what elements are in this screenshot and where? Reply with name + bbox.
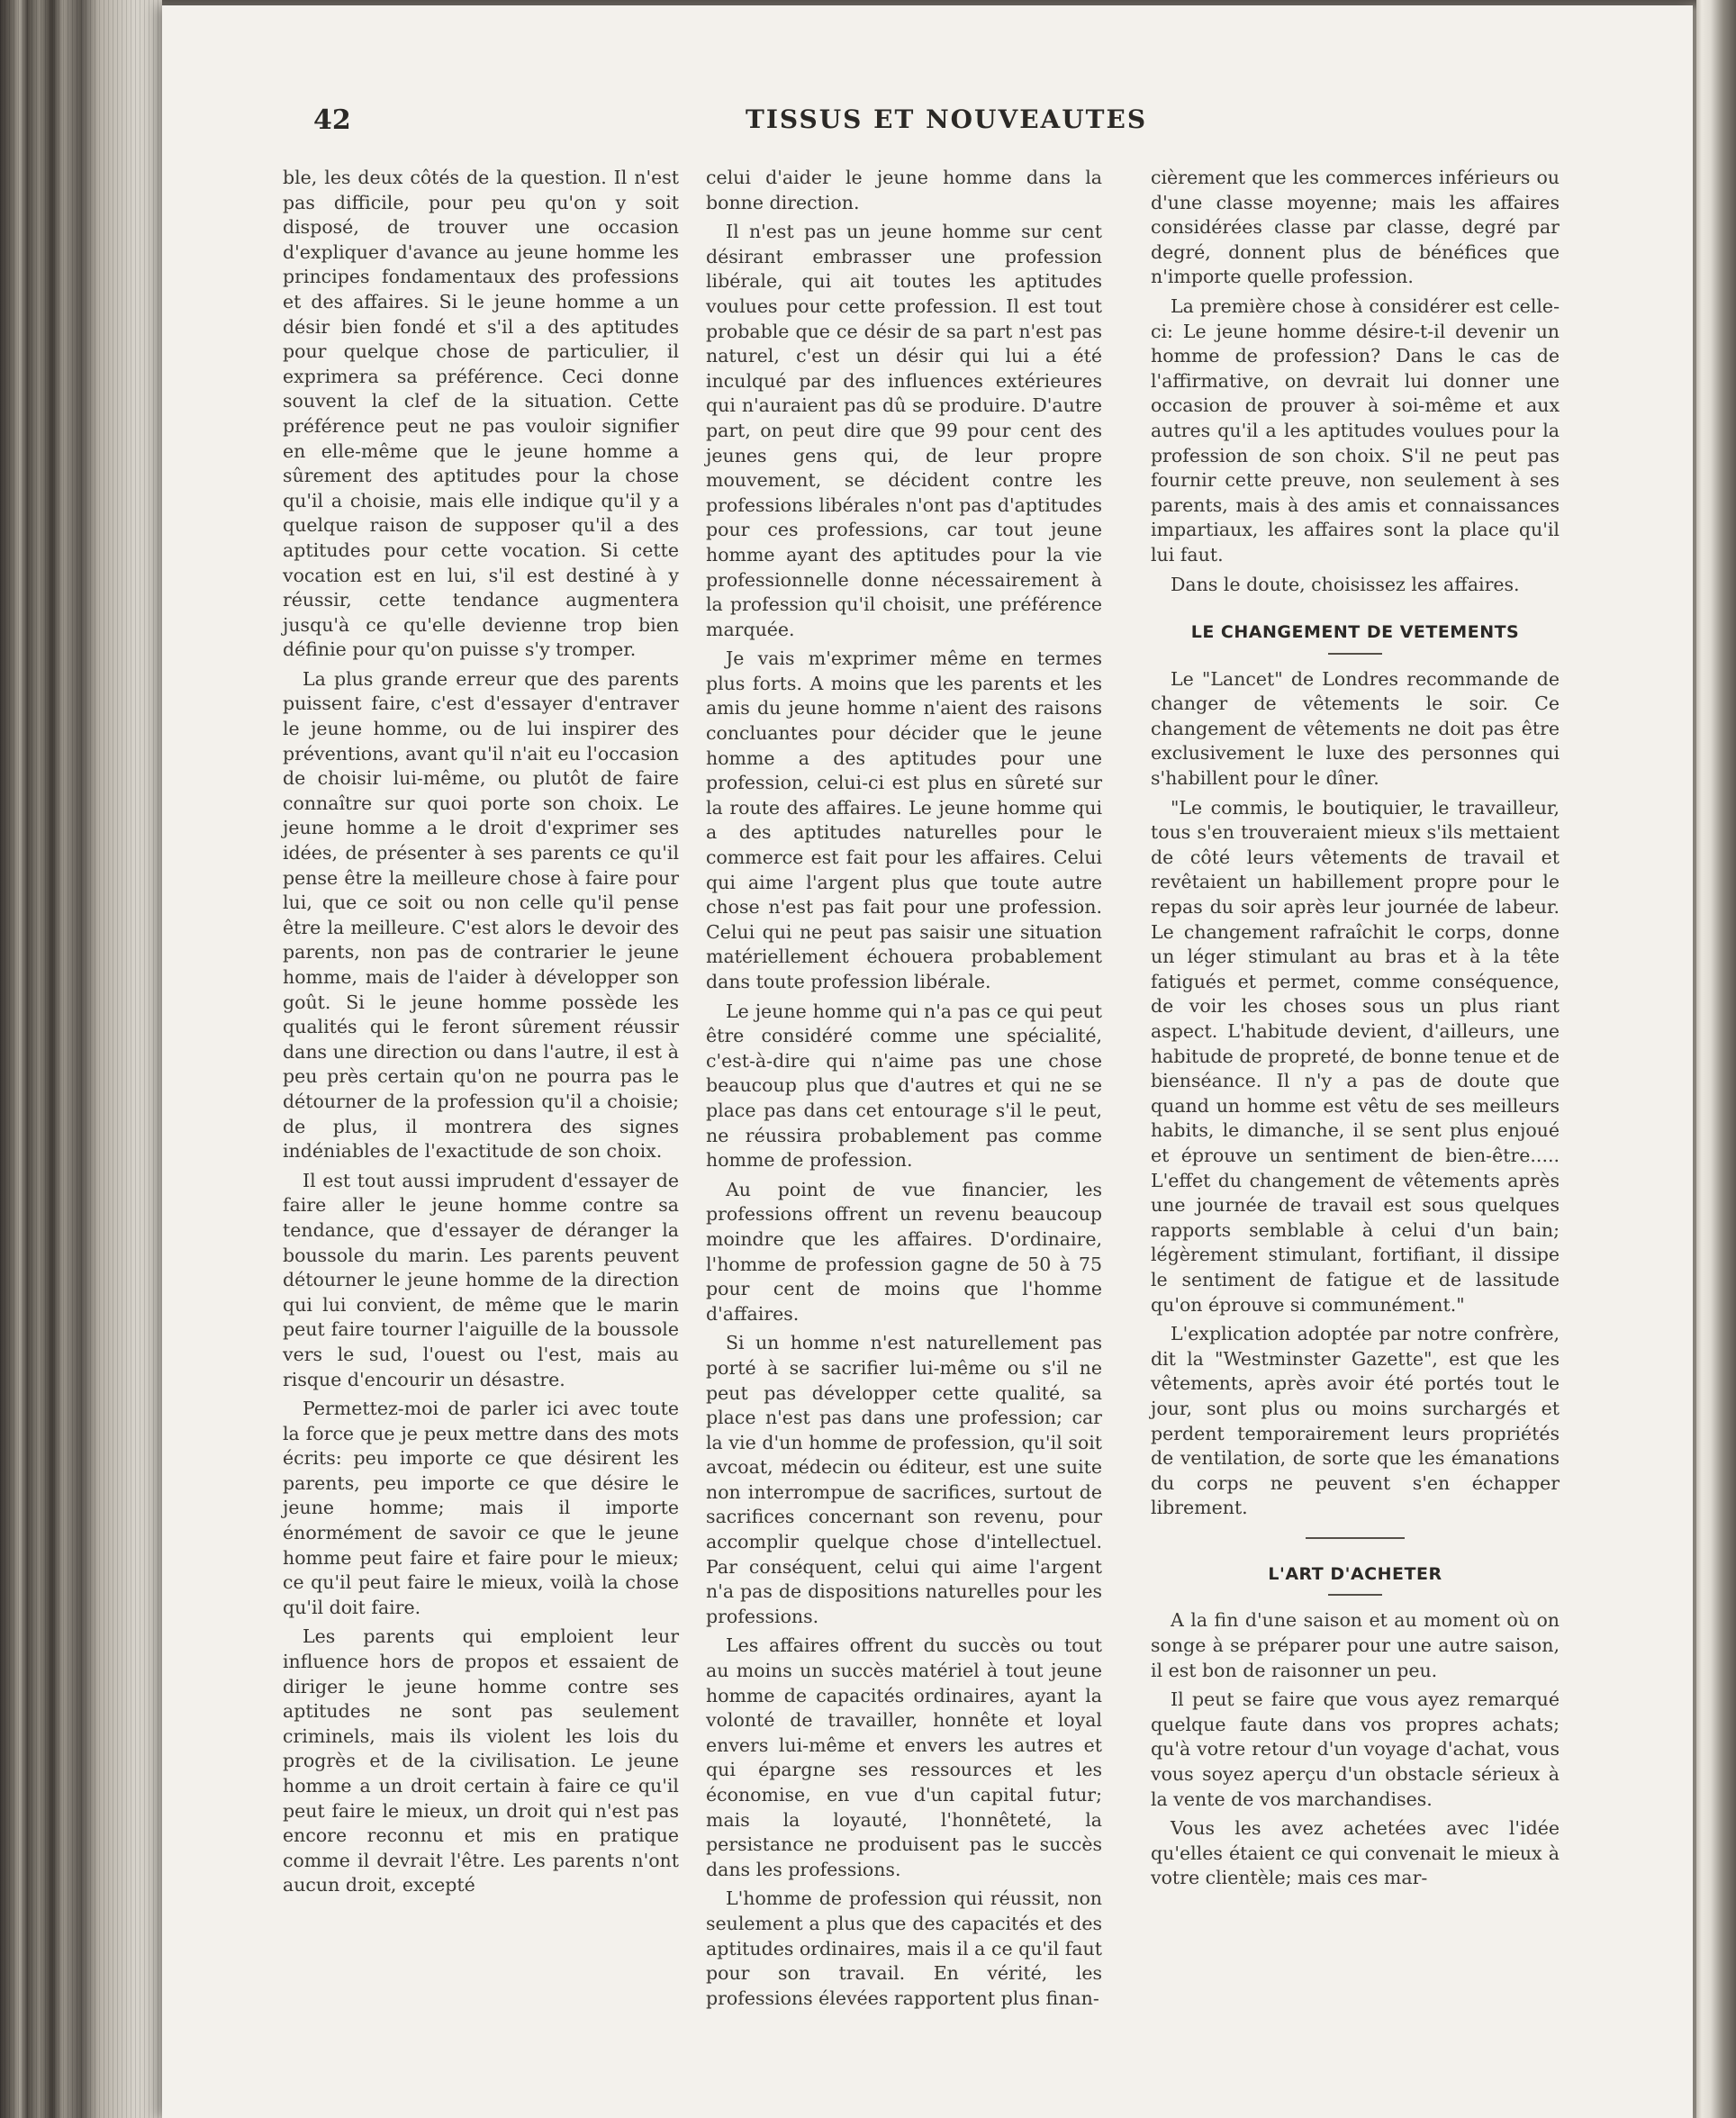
paragraph: Le jeune homme qui n'a pas ce qui peut être considéré comme une spécialité, c'est-à-dire qui n'aime pas une chose beaucoup plus que d'autres et qui ne se place pas dans cet entourage s'il le peut, ne réussira probablement pas comme homme de profession. [706,1000,1102,1172]
paragraph: Il est tout aussi imprudent d'essayer de faire aller le jeune homme contre sa tendance, que d'essayer de déranger la boussole du marin. Les parents peuvent détourner le jeune homme de la direction qui lui convient, de même que le marin peut faire tourner l'aiguille de la boussole vers le sud, l'ouest ou l'est, mais au risque d'encourir un désastre. [283,1169,679,1390]
paragraph: Dans le doute, choisissez les affaires. [1171,573,1520,595]
paragraph: A la fin d'une saison et au moment où on songe à se préparer pour une autre saison, il est bon de raisonner un peu. [1151,1609,1560,1681]
paragraph: cièrement que les commerces inférieurs ou d'une classe moyenne; mais les affaires considérées classe par classe, degré par degré, donnent plus de bénéfices que n'importe quelle profession. [1151,167,1560,288]
section-heading-vetements: LE CHANGEMENT DE VETEMENTS [1190,622,1520,643]
paragraph: "Le commis, le boutiquier, le travailleur, tous s'en trouveraient mieux s'ils mettaient de côté leurs vêtements de travail et revêtaient un habillement propre pour le repas du soir après leur journée de labeur. Le changement rafraîchit le corps, donne un léger stimulant au bras et à la tête fatigués et permet, comme conséquence, de voir les choses sous un plus riant aspect. L'habitude devient, d'ailleurs, une habitude de propreté, de bonne tenue et de bienséance. Il n'y a pas de doute que quand un homme est vêtu de ses meilleurs habits, le dimanche, il se sent plus enjoué et éprouve un sentiment de bien-être..... L'effet du changement de vêtements après une journée de travail est sous quelques rapports semblable à celui d'un bain; légèrement stimulant, fortifiant, il dissipe le sentiment de fatigue et de lassitude qu'on éprouve si communément." [1151,796,1560,1316]
paragraph: Si un homme n'est naturellement pas porté à se sacrifier lui-même ou s'il ne peut pas développer cette qualité, sa place n'est pas dans une profession; car la vie d'un homme de profession, qu'il soit avcoat, médecin ou éditeur, est une suite non interrompue de sacrifices, surtout de sacrifices concernant son revenu, pour accomplir quelque chose d'intellectuel. Par conséquent, celui qui aime l'argent n'a pas de dispositions naturelles pour les professions. [706,1332,1102,1627]
section-heading-acheter: L'ART D'ACHETER [1268,1563,1442,1584]
section-divider-rule [1306,1537,1405,1539]
paragraph: L'homme de profession qui réussit, non seulement a plus que des capacités et des aptitudes ordinaires, mais il a ce qu'il faut pour son travail. En vérité, les professions élevées rapportent plus finan- [706,1887,1102,2009]
paragraph: L'explication adoptée par notre confrère, dit la "Westminster Gazette", est que les vêtements, après avoir été portés tout le jour, sont plus ou moins surchargés et perdent temporairement leurs propriétés de ventilation, de sorte que les émanations du corps ne peuvent s'en échapper librement. [1151,1323,1560,1519]
right-page-edge [1696,0,1736,2118]
article-column-1 [283,166,679,1903]
paragraph: Permettez-moi de parler ici avec toute la force que je peux mettre dans des mots écrits: peu importe ce que désirent les parents, peu importe ce que désire le jeune homme; mais il importe énormément de savoir ce que le jeune homme peut faire et faire pour le mieux; ce qu'il peut faire le mieux, voilà la chose qu'il doit faire. [283,1398,679,1618]
paragraph: Le "Lancet" de Londres recommande de changer de vêtements le soir. Ce changement de vêtements ne doit pas être exclusivement le luxe des personnes qui s'habillent pour le dîner. [1151,667,1560,790]
article-column-2 [706,166,1102,2015]
paragraph: Vous les avez achetées avec l'idée qu'elles étaient ce qui convenait le mieux à votre clientèle; mais ces mar- [1151,1817,1560,1889]
paragraph: Il peut se faire que vous ayez remarqué quelque faute dans vos propres achats; qu'à votre retour d'un voyage d'achat, vous vous soyez aperçu d'un obstacle sérieux à la vente de vos marchandises. [1151,1688,1560,1810]
running-head: TISSUS ET NOUVEAUTES [746,104,1148,134]
paragraph: Au point de vue financier, les professions offrent un revenu beaucoup moindre que les affaires. D'ordinaire, l'homme de profession gagne de 50 à 75 pour cent de moins que l'homme d'affaires. [706,1178,1102,1325]
paragraph: ble, les deux côtés de la question. Il n'est pas difficile, pour peu qu'on y soit disposé, de trouver une occasion d'expliquer d'avance au jeune homme les principes fondamentaux des professions et des affaires. Si le jeune homme a un désir bien fondé et s'il a des aptitudes pour quelque chose de particulier, il exprimera sa préférence. Ceci donne souvent la clef de la situation. Cette préférence peut ne pas vouloir signifier en elle-même que le jeune homme a sûrement des aptitudes pour la chose qu'il a choisie, mais elle indique qu'il y a quelque raison de supposer qu'il a des aptitudes pour cette vocation. Si cette vocation est en lui, s'il est destiné à y réussir, cette tendance augmentera jusqu'à ce qu'elle devienne trop bien définie pour qu'on puisse s'y tromper. [283,167,679,661]
paragraph: Il n'est pas un jeune homme sur cent désirant embrasser une profession libérale, qui ait toutes les aptitudes voulues pour cette profession. Il est tout probable que ce désir de sa part n'est pas naturel, c'est un désir qui lui a été inculqué par des influences extérieures qui n'auraient pas dû se produire. D'autre part, on peut dire que 99 pour cent des jeunes gens qui, de leur propre mouvement, se décident contre les professions libérales n'ont pas d'aptitudes pour ces professions, car tout jeune homme ayant des aptitudes pour la vie professionnelle donne nécessairement à la profession qu'il choisit, une préférence marquée. [706,221,1102,640]
paragraph: celui d'aider le jeune homme dans la bonne direction. [706,167,1102,213]
heading-rule [1328,1594,1382,1596]
paragraph: La plus grande erreur que des parents puissent faire, c'est d'essayer d'entraver le jeune homme, ou de lui inspirer des préventions, avant qu'il n'ait eu l'occasion de choisir lui-même, ou plutôt de faire connaître sur quoi porte son choix. Le jeune homme a le droit d'exprimer ses idées, de présenter à ses parents ce qu'il pense être la meilleure chose à faire pour lui, que ce soit ou non celle qu'il pense être la meilleure. C'est alors le devoir des parents, non pas de contrarier le jeune homme, mais de l'aider à développer son goût. Si le jeune homme possède les qualités qui le feront sûrement réussir dans une direction ou dans l'autre, il est à peu près certain qu'on ne pourra pas le détourner de la profession qu'il a choisie; de plus, il montrera des signes indéniables de l'exactitude de son choix. [283,667,679,1163]
paragraph: La première chose à considérer est celle-ci: Le jeune homme désire-t-il devenir un homme de profession? Dans le cas de l'affirmative, on devrait lui donner une occasion de prouver à soi-même et aux autres qu'il a les aptitudes voulues pour la profession de son choix. S'il ne peut pas fournir cette preuve, non seulement à ses parents, mais à des amis et connaissances impartiaux, les affaires sont la place qu'il lui faut. [1151,294,1560,566]
paragraph: Je vais m'exprimer même en termes plus forts. A moins que les parents et les amis du jeune homme n'aient des raisons concluantes pour décider que le jeune homme a des aptitudes pour une profession, celui-ci est plus en sûreté sur la route des affaires. Le jeune homme qui a des aptitudes naturelles pour le commerce est fait pour les affaires. Celui qui aime l'argent plus que toute autre chose n'est pas fait pour une profession. Celui qui ne peut pas saisir une situation matériellement échouera probablement dans toute profession libérale. [706,647,1102,992]
heading-rule [1328,653,1382,655]
paragraph: Les affaires offrent du succès ou tout au moins un succès matériel à tout jeune homme de capacités ordinaires, ayant la volonté de travailler, honnête et loyal envers lui-même et envers les autres et qui épargne ses ressources et les économise, en vue d'un capital futur; mais la loyauté, l'honnêteté, la persistance ne produisent pas le succès dans les professions. [706,1634,1102,1880]
page-number: 42 [313,104,351,136]
paragraph: Les parents qui emploient leur influence hors de propos et essaient de diriger le jeune homme contre ses aptitudes ne sont pas seulement criminels, mais ils violent les lois du progrès et de la civilisation. Le jeune homme a un droit certain à faire ce qu'il peut faire le mieux, un droit qui n'est pas encore reconnu et mis en pratique comme il devrait l'être. Les parents n'ont aucun droit, excepté [283,1625,679,1896]
article-column-3 [1151,166,1560,1896]
